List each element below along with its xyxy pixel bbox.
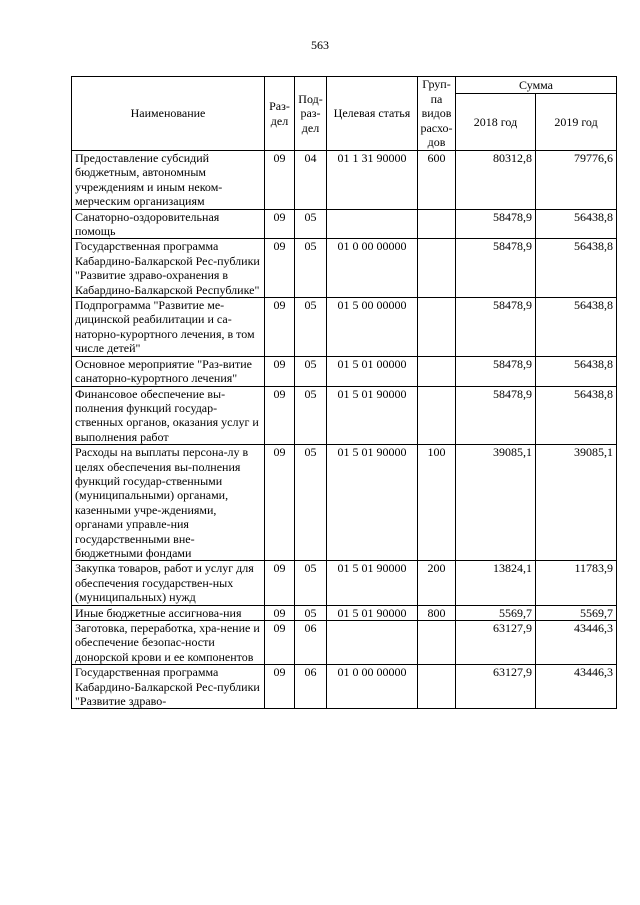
cell-name: Финансовое обеспечение вы-полнения функций государ-ственных органов, оказания услуг и выполнения работ [72,386,265,445]
table-row [72,621,617,665]
cell-gruppa-vidov [418,621,456,665]
cell-name: Основное мероприятие "Раз-витие санаторно-курортного лечения" [72,356,265,386]
cell-podrazdel: 05 [295,209,327,239]
cell-gruppa-vidov [418,356,456,386]
cell-razdel: 09 [265,209,295,239]
cell-sum-2019: 43446,3 [536,665,617,709]
table-row [72,605,617,620]
cell-razdel: 09 [265,239,295,298]
cell-tselevaya-statya: 01 5 00 00000 [327,298,418,357]
table-row [72,209,617,239]
cell-sum-2018: 58478,9 [456,209,536,239]
header-podrazdel: Под-раз-дел [295,77,327,151]
cell-gruppa-vidov [418,298,456,357]
cell-sum-2019: 5569,7 [536,605,617,620]
cell-gruppa-vidov: 800 [418,605,456,620]
cell-gruppa-vidov [418,239,456,298]
header-name: Наименование [72,77,265,151]
cell-sum-2018: 80312,8 [456,151,536,210]
table-body [72,151,617,709]
table-row [72,561,617,605]
header-summa: Сумма [456,77,617,94]
cell-sum-2018: 13824,1 [456,561,536,605]
cell-sum-2019: 56438,8 [536,298,617,357]
cell-tselevaya-statya: 01 5 01 90000 [327,605,418,620]
cell-podrazdel: 06 [295,621,327,665]
cell-gruppa-vidov [418,209,456,239]
cell-podrazdel: 06 [295,665,327,709]
cell-name: Санаторно-оздоровительная помощь [72,209,265,239]
cell-podrazdel: 05 [295,386,327,445]
cell-sum-2018: 63127,9 [456,621,536,665]
table-row [72,298,617,357]
cell-name: Государственная программа Кабардино-Балкарской Рес-публики "Развитие здраво-охранения в Кабардино-Балкарской Республике" [72,239,265,298]
cell-sum-2019: 39085,1 [536,445,617,561]
cell-razdel: 09 [265,356,295,386]
cell-podrazdel: 05 [295,445,327,561]
header-tselevaya-statya: Целевая статья [327,77,418,151]
header-razdel: Раз-дел [265,77,295,151]
cell-podrazdel: 05 [295,356,327,386]
cell-sum-2018: 58478,9 [456,239,536,298]
cell-razdel: 09 [265,298,295,357]
cell-podrazdel: 04 [295,151,327,210]
cell-podrazdel: 05 [295,561,327,605]
cell-name: Государственная программа Кабардино-Балкарской Рес-публики "Развитие здраво- [72,665,265,709]
cell-name: Заготовка, переработка, хра-нение и обеспечение безопас-ности донорской крови и ее компонентов [72,621,265,665]
cell-gruppa-vidov: 200 [418,561,456,605]
cell-sum-2019: 56438,8 [536,356,617,386]
cell-razdel: 09 [265,386,295,445]
cell-tselevaya-statya [327,209,418,239]
cell-razdel: 09 [265,561,295,605]
table-row [72,239,617,298]
cell-razdel: 09 [265,151,295,210]
table-row [72,386,617,445]
cell-podrazdel: 05 [295,605,327,620]
cell-tselevaya-statya: 01 5 01 90000 [327,561,418,605]
cell-sum-2018: 58478,9 [456,356,536,386]
cell-gruppa-vidov: 100 [418,445,456,561]
cell-podrazdel: 05 [295,298,327,357]
table-row [72,445,617,561]
header-year-2019: 2019 год [536,94,617,151]
cell-tselevaya-statya: 01 5 01 00000 [327,356,418,386]
budget-table [71,76,617,709]
cell-razdel: 09 [265,621,295,665]
cell-tselevaya-statya: 01 5 01 90000 [327,445,418,561]
cell-tselevaya-statya [327,621,418,665]
cell-name: Иные бюджетные ассигнова-ния [72,605,265,620]
header-gruppa-vidov: Груп-па видов расхо-дов [418,77,456,151]
cell-tselevaya-statya: 01 0 00 00000 [327,239,418,298]
cell-sum-2018: 58478,9 [456,298,536,357]
cell-sum-2018: 5569,7 [456,605,536,620]
cell-razdel: 09 [265,445,295,561]
cell-sum-2018: 39085,1 [456,445,536,561]
cell-sum-2019: 56438,8 [536,209,617,239]
cell-name: Расходы на выплаты персона-лу в целях обеспечения вы-полнения функций государ-ственными (муниципальными) органами, казенными учре-ждениями, органами управле-ния государственными вне-бюджетными фондами [72,445,265,561]
header-year-2018: 2018 год [456,94,536,151]
table-row [72,665,617,709]
cell-podrazdel: 05 [295,239,327,298]
page-number: 563 [311,38,329,52]
cell-sum-2019: 11783,9 [536,561,617,605]
cell-gruppa-vidov [418,386,456,445]
cell-sum-2018: 58478,9 [456,386,536,445]
cell-sum-2019: 79776,6 [536,151,617,210]
cell-tselevaya-statya: 01 0 00 00000 [327,665,418,709]
table-row [72,356,617,386]
cell-tselevaya-statya: 01 1 31 90000 [327,151,418,210]
cell-razdel: 09 [265,605,295,620]
cell-name: Подпрограмма "Развитие ме-дицинской реабилитации и са-наторно-курортного лечения, в том числе детей" [72,298,265,357]
cell-name: Закупка товаров, работ и услуг для обеспечения государствен-ных (муниципальных) нужд [72,561,265,605]
cell-gruppa-vidov [418,665,456,709]
cell-sum-2018: 63127,9 [456,665,536,709]
cell-name: Предоставление субсидий бюджетным, автономным учреждениям и иным неком-мерческим организациям [72,151,265,210]
table-row [72,151,617,210]
cell-sum-2019: 56438,8 [536,239,617,298]
cell-sum-2019: 56438,8 [536,386,617,445]
cell-razdel: 09 [265,665,295,709]
cell-sum-2019: 43446,3 [536,621,617,665]
cell-gruppa-vidov: 600 [418,151,456,210]
cell-tselevaya-statya: 01 5 01 90000 [327,386,418,445]
